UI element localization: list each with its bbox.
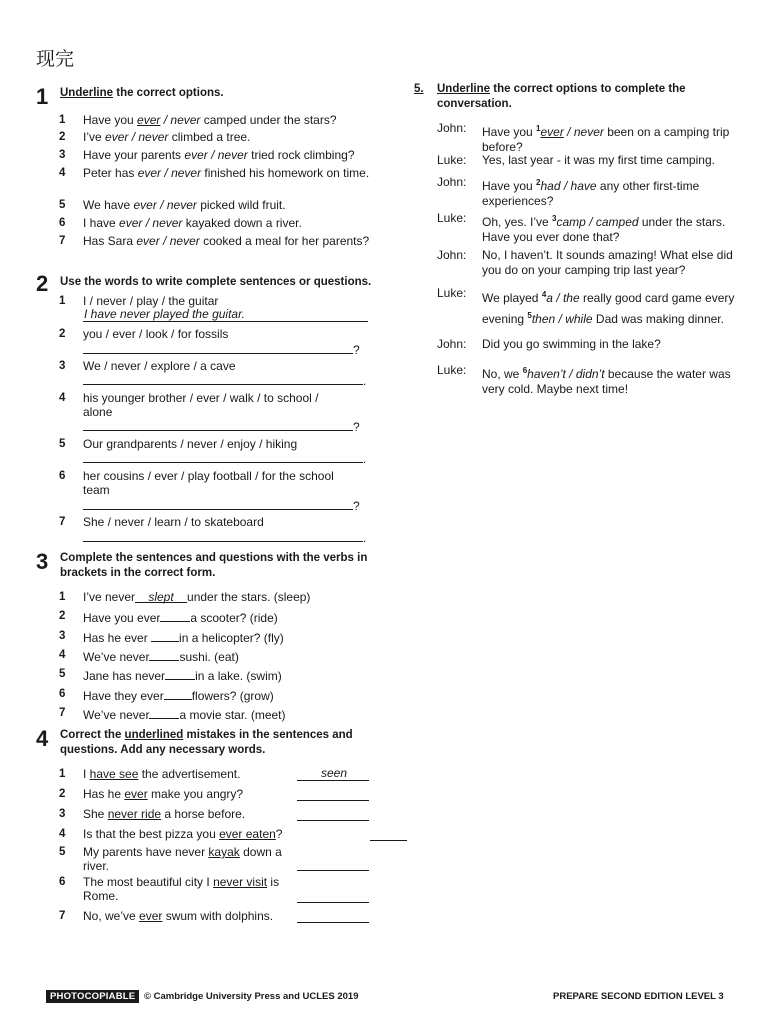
heading-text: the correct options to complete the conversation. (437, 83, 686, 110)
section-2-heading: Use the words to write complete sentences or questions. (60, 276, 372, 288)
text-part: climbed a tree. (168, 130, 251, 144)
text-part: Have you (482, 179, 537, 193)
item-number: 1 (59, 591, 66, 603)
line-end-punctuation: ? (353, 343, 360, 357)
text-part: tried rock climbing? (247, 148, 355, 162)
item-text (83, 648, 373, 664)
item-number: 4 (59, 392, 66, 404)
gap-number: 1 (536, 124, 541, 133)
option-never: never (138, 130, 169, 144)
option-b: while (565, 312, 593, 326)
option-separator: / (552, 291, 563, 305)
item-number: 7 (59, 235, 66, 247)
list-item (59, 469, 379, 499)
item-text (83, 827, 383, 841)
item-number: 2 (59, 610, 66, 622)
section-4-heading (60, 728, 360, 758)
item-prompt: his younger brother / ever / walk / to school / alone (83, 391, 319, 419)
item-prompt: you / ever / look / for fossils (83, 327, 229, 341)
option-ever: ever (119, 216, 143, 230)
heading-text: the correct options. (113, 87, 224, 99)
speaker-name: Luke: (437, 363, 467, 377)
text-part: We’ve never (83, 708, 150, 722)
option-never: never (217, 148, 248, 162)
option-ever: ever (137, 166, 162, 180)
text-part: No, we’ve (83, 909, 140, 923)
correction-line (297, 902, 369, 903)
text-part: sushi. (eat) (179, 650, 239, 664)
option-separator: / (555, 312, 566, 326)
text-part: flowers? (grow) (191, 689, 274, 703)
item-text (83, 909, 383, 923)
section-1-heading (60, 86, 370, 101)
list-item (59, 648, 379, 664)
option-ever: ever (184, 148, 208, 162)
correction-line (370, 840, 407, 841)
answer-line (83, 462, 363, 463)
answer-line (83, 321, 368, 322)
item-number: 6 (59, 217, 66, 229)
text-part: camped under the stars? (200, 113, 337, 127)
line-end-punctuation: ? (353, 420, 360, 434)
item-text (83, 609, 373, 625)
item-text (83, 216, 373, 230)
section-4-number: 4 (36, 726, 49, 751)
option-a: a (546, 291, 553, 305)
gap-number: 3 (552, 214, 557, 223)
list-item (59, 166, 379, 196)
option-ever: ever (136, 234, 160, 248)
item-text (83, 787, 383, 801)
answer-line (83, 353, 353, 354)
option-b: camped (595, 215, 639, 229)
answer-blank (160, 609, 190, 622)
heading-underline-word: underlined (124, 729, 184, 741)
speech-text (482, 363, 752, 397)
option-separator: / (560, 179, 571, 193)
list-item (59, 391, 379, 421)
conversation-line (437, 175, 757, 215)
line-end-punctuation: . (363, 452, 367, 466)
item-text (83, 667, 373, 683)
item-prompt: I / never / play / the guitar (83, 294, 219, 308)
text-part: Oh, yes. I’ve (482, 215, 553, 229)
text-part: because the water was very cold. Maybe next time! (482, 367, 731, 396)
text-part: under the stars. Have you ever done that? (482, 215, 726, 244)
item-number: 7 (59, 516, 66, 528)
section-3-heading: Complete the sentences and questions with the verbs in brackets in the correct form. (60, 552, 368, 579)
correction-line (297, 820, 369, 821)
section-2-number: 2 (36, 271, 49, 296)
option-never: never (169, 234, 200, 248)
speech-text (482, 337, 752, 352)
list-item (59, 706, 379, 722)
underlined-mistake: never ride (107, 807, 162, 821)
speaker-name: Luke: (437, 153, 467, 167)
option-never: never (166, 198, 197, 212)
item-text (83, 234, 373, 248)
item-number: 4 (59, 649, 66, 661)
option-never: never (152, 216, 183, 230)
section-3-number: 3 (36, 549, 49, 574)
item-number: 5 (59, 438, 66, 450)
speaker-name: John: (437, 248, 467, 262)
speech-text (482, 175, 752, 209)
item-number: 6 (59, 876, 66, 888)
text-part: cooked a meal for her parents? (199, 234, 370, 248)
conversation-line (437, 286, 757, 326)
text-part: Have they ever (83, 689, 164, 703)
section-1-number: 1 (36, 84, 49, 109)
item-text (83, 198, 373, 212)
text-part: Dad was making dinner. (592, 312, 724, 326)
text-part: I have (83, 216, 120, 230)
answer-line (83, 430, 353, 431)
text-part: Have you ever (83, 611, 161, 625)
text-part: been on a camping trip before? (482, 125, 730, 154)
option-a: had (540, 179, 561, 193)
text-part: swum with dolphins. (162, 909, 274, 923)
underlined-mistake: have see (89, 767, 139, 781)
text-part: Has Sara (83, 234, 137, 248)
option-b: never (573, 125, 604, 139)
item-text (83, 590, 373, 604)
speaker-name: John: (437, 337, 467, 351)
edition-text: PREPARE SECOND EDITION LEVEL 3 (553, 991, 724, 1002)
text-part: Have your parents (83, 148, 185, 162)
option-separator: / (585, 215, 596, 229)
item-prompt: Our grandparents / never / enjoy / hiking (83, 437, 298, 451)
gap-number: 4 (541, 290, 547, 299)
answer-blank (164, 687, 192, 700)
section-5-number: 5. (414, 83, 424, 95)
list-item (59, 687, 379, 703)
speaker-name: Luke: (437, 211, 467, 225)
answer-blank (149, 706, 179, 719)
underlined-mistake: kayak (208, 845, 240, 859)
photocopiable-badge: PHOTOCOPIABLE (46, 990, 139, 1003)
speaker-name: John: (437, 175, 467, 189)
text-part: under the stars. (sleep) (187, 590, 311, 604)
item-text (83, 148, 373, 162)
underlined-mistake: never visit (213, 875, 268, 889)
item-text (83, 687, 373, 703)
item-text (83, 807, 383, 821)
text-part: finished his homework on time. (201, 166, 370, 180)
item-text (83, 845, 293, 873)
heading-text: Correct the (60, 729, 125, 741)
answer-blank (151, 629, 179, 642)
text-part: No, we (482, 367, 523, 381)
option-separator: / (159, 234, 170, 248)
item-prompt: She / never / learn / to skateboard (83, 515, 264, 529)
underlined-mistake: ever (124, 787, 148, 801)
option-a: camp (556, 215, 586, 229)
item-text (83, 130, 373, 144)
page-title: 现完 (36, 48, 75, 70)
correction-answer: seen (321, 766, 348, 780)
line-end-punctuation: ? (353, 499, 360, 513)
option-a: then (531, 312, 556, 326)
text-part: Jane has never (83, 669, 166, 683)
text-part: We played (482, 291, 542, 305)
text-part: Have you (83, 113, 138, 127)
correction-line (297, 780, 369, 781)
answer-line (83, 509, 353, 510)
list-item (59, 875, 379, 905)
gap-number: 6 (522, 366, 528, 375)
heading-underline-word: Underline (437, 83, 491, 95)
heading-text-rest: mistakes in the sentences and questions. Add any necessary words. (60, 729, 353, 756)
text-part: She (83, 807, 108, 821)
text-part: Have you (482, 125, 537, 139)
list-item (59, 234, 379, 264)
item-prompt: her cousins / ever / play football / for the school team (83, 469, 334, 497)
item-number: 1 (59, 295, 66, 307)
option-never: never (170, 113, 201, 127)
example-answer: I have never played the guitar. (84, 307, 245, 321)
text-part: We’ve never (83, 650, 150, 664)
answer-blank (149, 648, 179, 661)
item-number: 5 (59, 668, 66, 680)
text-part: Has he (83, 787, 125, 801)
option-b: the (562, 291, 580, 305)
underlined-mistake: ever (139, 909, 163, 923)
option-separator: / (156, 198, 167, 212)
item-number: 6 (59, 470, 66, 482)
item-number: 3 (59, 808, 66, 820)
item-text (83, 166, 373, 180)
item-text (83, 629, 373, 645)
line-end-punctuation: . (363, 374, 367, 388)
line-end-punctuation: . (363, 531, 367, 545)
answer-line (83, 384, 363, 385)
correction-line (297, 800, 369, 801)
text-part: any other first-time experiences? (482, 179, 700, 208)
gap-number: 2 (536, 178, 541, 187)
option-separator: / (142, 216, 153, 230)
item-number: 1 (59, 114, 66, 126)
list-item (59, 667, 379, 683)
option-a: haven’t (527, 367, 566, 381)
item-number: 6 (59, 688, 66, 700)
section-5-heading (437, 82, 727, 112)
speech-text (482, 286, 752, 328)
option-separator: / (207, 148, 218, 162)
option-a: ever (540, 125, 564, 139)
answer-line (83, 541, 363, 542)
correction-line (297, 922, 369, 923)
text-part: in a helicopter? (fly) (179, 631, 284, 645)
text-part: in a lake. (swim) (195, 669, 282, 683)
conversation-line (437, 248, 757, 288)
list-item (59, 629, 379, 645)
speech-text (482, 121, 752, 155)
item-number: 1 (59, 768, 66, 780)
item-text (83, 113, 373, 127)
item-number: 7 (59, 707, 66, 719)
item-prompt: We / never / explore / a cave (83, 359, 236, 373)
option-never: never (171, 166, 202, 180)
option-separator: / (161, 166, 172, 180)
list-item (59, 590, 379, 606)
text-part: a scooter? (ride) (190, 611, 278, 625)
option-ever: ever (137, 113, 161, 127)
item-number: 7 (59, 910, 66, 922)
speech-text (482, 211, 752, 245)
gap-number: 5 (527, 311, 532, 320)
text-part: Is that the best pizza you (83, 827, 220, 841)
speaker-name: Luke: (437, 286, 467, 300)
conversation-line (437, 211, 757, 251)
text-part: picked wild fruit. (196, 198, 286, 212)
text-part: is Rome. (83, 875, 280, 903)
text-part: I’ve (83, 130, 106, 144)
text-part: Yes, last year - it was my first time camping. (482, 153, 715, 167)
text-part: No, I haven’t. It sounds amazing! What else did you do on your camping trip last year? (482, 248, 733, 277)
text-part: the advertisement. (138, 767, 241, 781)
text-part: My parents have never (83, 845, 209, 859)
item-number: 3 (59, 630, 66, 642)
text-part: really good card game every evening (482, 291, 735, 326)
list-item (59, 609, 379, 625)
item-number: 3 (59, 149, 66, 161)
text-part: make you angry? (147, 787, 244, 801)
correction-line (297, 870, 369, 871)
conversation-line (437, 363, 757, 403)
item-number: 4 (59, 167, 66, 179)
list-item (59, 909, 379, 939)
copyright-text: © Cambridge University Press and UCLES 2019 (144, 991, 359, 1002)
text-part: Has he ever (83, 631, 152, 645)
heading-underline-word: Underline (60, 87, 114, 99)
option-separator: / (565, 367, 576, 381)
text-part: kayaked down a river. (182, 216, 302, 230)
text-part: I (83, 767, 90, 781)
item-number: 2 (59, 131, 66, 143)
text-part: Peter has (83, 166, 138, 180)
option-separator: / (128, 130, 139, 144)
speaker-name: John: (437, 121, 467, 135)
option-separator: / (563, 125, 574, 139)
text-part: I’ve never (83, 590, 136, 604)
option-b: didn’t (575, 367, 605, 381)
text-part: Did you go swimming in the lake? (482, 337, 661, 351)
item-number: 4 (59, 828, 66, 840)
option-ever: ever (133, 198, 157, 212)
item-number: 2 (59, 788, 66, 800)
text-part: We have (83, 198, 134, 212)
item-number: 2 (59, 328, 66, 340)
item-number: 5 (59, 846, 66, 858)
text-part: a horse before. (161, 807, 246, 821)
text-part: a movie star. (meet) (179, 708, 286, 722)
speech-text (482, 248, 752, 278)
answer-blank (165, 667, 195, 680)
item-number: 3 (59, 360, 66, 372)
underlined-mistake: ever eaten (219, 827, 276, 841)
item-text (83, 875, 293, 903)
text-part: The most beautiful city I (83, 875, 214, 889)
speech-text (482, 153, 752, 168)
answer-blank: slept (135, 590, 187, 603)
text-part: down a river. (83, 845, 282, 873)
option-separator: / (160, 113, 171, 127)
text-part: ? (275, 827, 283, 841)
option-b: have (570, 179, 597, 193)
option-ever: ever (105, 130, 129, 144)
item-text (83, 706, 373, 722)
item-number: 5 (59, 199, 66, 211)
